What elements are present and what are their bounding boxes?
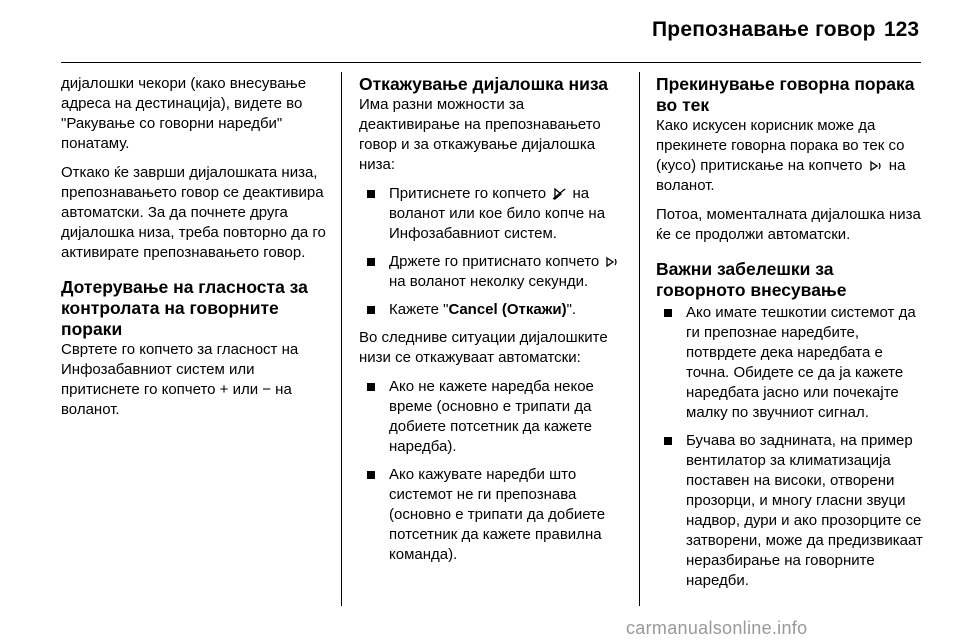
list-item: Ако имате тешкотии системот да ги препознае наредбите, потврдете дека наредбата е точна. Обидете се да ја кажете наредбата јасно или почекајте малку по звучниот сигнал. bbox=[656, 303, 924, 423]
column-3 bbox=[656, 74, 924, 599]
voice-talk-icon bbox=[869, 159, 883, 173]
column-2 bbox=[359, 74, 627, 573]
column-divider-1 bbox=[341, 72, 342, 606]
watermark: carmanualsonline.info bbox=[626, 618, 808, 638]
list-item: Ако не кажете наредба некое време (основно е трипати да добиете потсетник да кажете наредба). bbox=[359, 377, 627, 457]
paragraph: дијалошки чекори (како внесување адреса на дестинација), видете во "Ракување со говорни наредби" понатаму. bbox=[61, 75, 307, 152]
column-divider-2 bbox=[639, 72, 640, 606]
list-item: Кажете "Cancel (Откажи)". bbox=[359, 300, 627, 320]
bullet-list bbox=[359, 377, 627, 565]
column-1 bbox=[61, 74, 329, 429]
bullet-list bbox=[656, 303, 924, 591]
paragraph: Има разни можности за деактивирање на препознавањето говор и за откажување дијалошка низа: bbox=[359, 96, 601, 173]
voice-mute-icon bbox=[552, 187, 566, 201]
section-heading-cancel: Откажување дијалошка низа bbox=[359, 74, 609, 94]
page-number: 123 bbox=[884, 18, 920, 41]
section-heading-notes: Важни забелешки за говорното внесување bbox=[656, 259, 847, 300]
voice-talk-icon bbox=[605, 255, 619, 269]
list-item: Држете го притиснато копчето на воланот неколку секунди. bbox=[359, 252, 627, 292]
paragraph: Откако ќе заврши дијалошката низа, препознавањето говор се деактивира автоматски. За да почнете друга дијалошка низа, треба повторно да го активирате препознавањето говор. bbox=[61, 164, 326, 261]
list-item: Бучава во заднината, на пример вентилатор за климатизација поставен на високи, отворени прозорци, и многу гласни звуци надвор, дури и ако прозорците се затворени, може да предизвикаат неразбирање на говорните наредби. bbox=[656, 431, 924, 591]
paragraph: Потоа, моменталната дијалошка низа ќе се продолжи автоматски. bbox=[656, 206, 921, 243]
list-item: Ако кажувате наредби што системот не ги препознава (основно е трипати да добиете потсетник да кажете правилна команда). bbox=[359, 465, 627, 565]
section-heading-interrupt: Прекинување говорна порака во тек bbox=[656, 74, 915, 115]
paragraph: Како искусен корисник може да прекинете говорна порака во тек со (кусо) притискање на копчето на воланот. bbox=[656, 117, 906, 194]
bullet-list bbox=[359, 184, 627, 320]
list-item: Притиснете го копчето на воланот или кое било копче на Инфозабавниот систем. bbox=[359, 184, 627, 244]
header-divider bbox=[61, 62, 921, 63]
paragraph: Во следниве ситуации дијалошките низи се откажуваат автоматски: bbox=[359, 329, 608, 366]
page-header-title: Препознавање говор bbox=[652, 18, 876, 41]
paragraph: Свртете го копчето за гласност на Инфозабавниот систем или притиснете го копчето + или − на воланот. bbox=[61, 341, 299, 418]
section-heading-volume: Дотерување на гласноста за контролата на говорните пораки bbox=[61, 277, 308, 339]
